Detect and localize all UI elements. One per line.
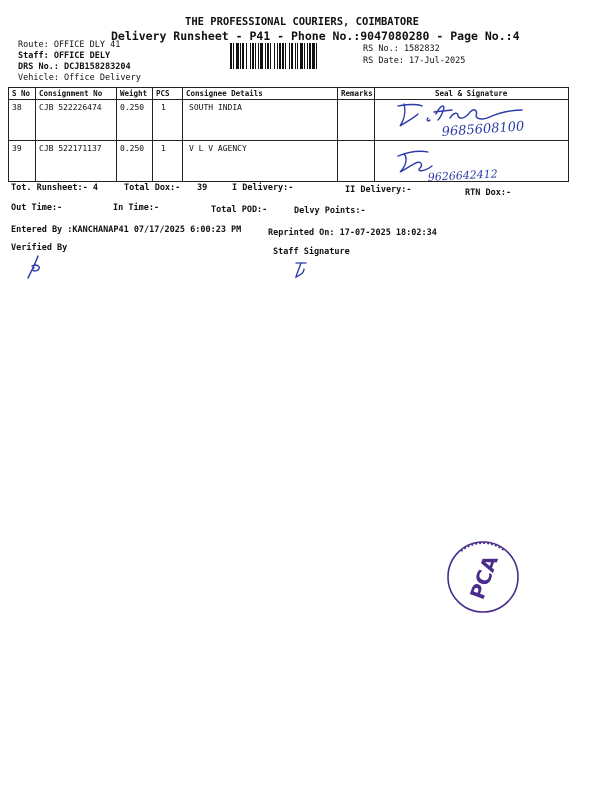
row-weight: 0.250: [117, 141, 153, 182]
col-consignment: Consignment No: [36, 88, 117, 100]
row-sno: 39: [9, 141, 36, 182]
row-consignment: CJB 522226474: [36, 100, 117, 141]
rs-number: RS No.: 1582832: [363, 44, 440, 54]
verified-by-signature: [24, 254, 48, 280]
rs-date: RS Date: 17-Jul-2025: [363, 56, 466, 66]
total-pod: Total POD:-: [211, 205, 268, 215]
row-consignee: V L V AGENCY: [183, 141, 338, 182]
company-name: THE PROFESSIONAL COURIERS, COIMBATORE: [185, 16, 419, 28]
col-seal-signature: Seal & Signature: [375, 88, 569, 100]
col-pcs: PCS: [153, 88, 183, 100]
in-time: In Time:-: [113, 203, 160, 213]
pca-stamp-seal: [443, 537, 523, 617]
i-delivery: I Delivery:-: [232, 183, 294, 193]
row-sno: 38: [9, 100, 36, 141]
row-consignee: SOUTH INDIA: [183, 100, 338, 141]
tot-runsheet: Tot. Runsheet:- 4: [11, 183, 98, 193]
col-sno: S No: [9, 88, 36, 100]
handwritten-phone-38: 9685608100: [441, 119, 525, 140]
handwritten-signature-row-38: [392, 98, 552, 140]
col-weight: Weight: [117, 88, 153, 100]
delvy-points: Delvy Points:-: [294, 206, 366, 216]
staff-label: Staff: OFFICE DELY: [18, 51, 111, 61]
row-consignment: CJB 522171137: [36, 141, 117, 182]
staff-signature-mark: [292, 259, 310, 279]
row-weight: 0.250: [117, 100, 153, 141]
reprinted-on: Reprinted On: 17-07-2025 18:02:34: [268, 228, 437, 238]
runsheet-title: Delivery Runsheet - P41 - Phone No.:9047080280 - Page No.:4: [111, 29, 520, 43]
stamp-text: PCA: [464, 552, 503, 603]
col-remarks: Remarks: [338, 88, 375, 100]
drs-number: DRS No.: DCJB158283204: [18, 62, 131, 72]
barcode-image: [230, 43, 346, 69]
handwritten-signature-row-39: [394, 142, 544, 188]
verified-by-label: Verified By: [11, 243, 68, 253]
total-dox-value: 39: [197, 183, 208, 193]
route-label: Route: OFFICE DLY 41: [18, 40, 121, 50]
vehicle-label: Vehicle: Office Delivery: [18, 73, 141, 83]
row-pcs: 1: [153, 100, 183, 141]
total-dox-label: Total Dox:-: [124, 183, 181, 193]
col-consignee: Consignee Details: [183, 88, 338, 100]
entered-by: Entered By :KANCHANAP41 07/17/2025 6:00:23 PM: [11, 225, 242, 235]
ii-delivery: II Delivery:-: [345, 185, 412, 195]
handwritten-phone-39: 9626642412: [427, 167, 499, 184]
out-time: Out Time:-: [11, 203, 63, 213]
row-pcs: 1: [153, 141, 183, 182]
staff-signature-label: Staff Signature: [273, 247, 350, 257]
row-remarks: [338, 141, 375, 182]
rtn-dox: RTN Dox:-: [465, 188, 512, 198]
row-remarks: [338, 100, 375, 141]
